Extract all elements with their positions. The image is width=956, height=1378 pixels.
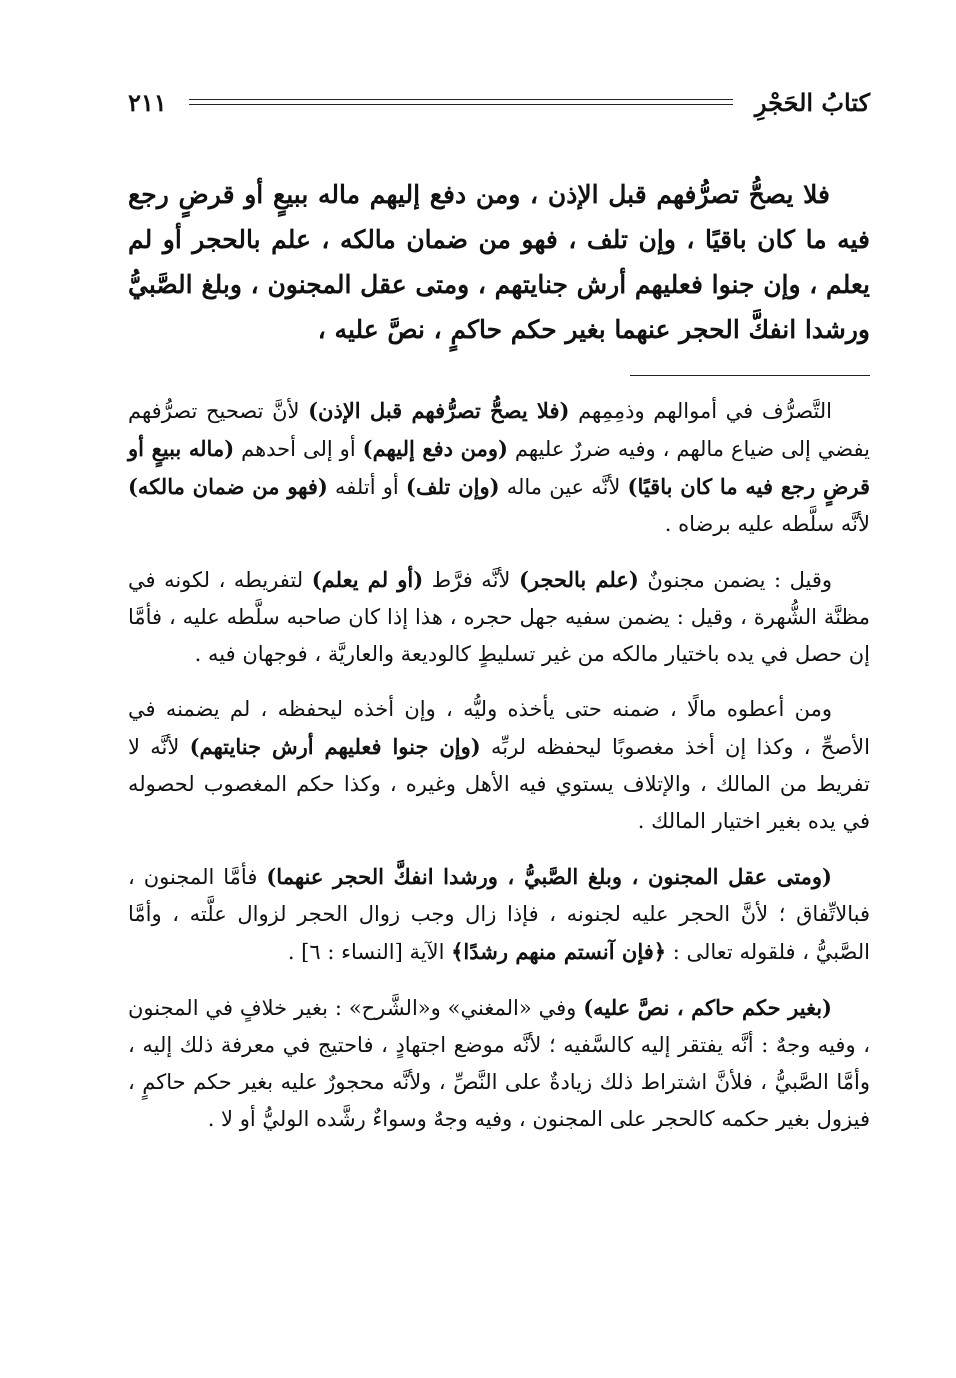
commentary-text: لتفريطه ، لكونه في مظنَّة الشُّهرة ، وقيل : يضمن سفيه جهل حجره ، هذا إذا كان صاحبه سلَّطه عليه ، فأمَّا إن حصل في يده باختيار مالكه من غير تسليطٍ كالوديعة والعاريَّة ، فوجهان فيه . <box>128 568 870 666</box>
quoted-text: (ومن دفع إليهم) <box>362 436 508 461</box>
quoted-text: (علم بالحجر) <box>518 567 639 592</box>
commentary-paragraph <box>128 858 870 971</box>
commentary-text: فأمَّا المجنون ، فبالاتِّفاق ؛ لأنَّ الحجر عليه لجنونه ، فإذا زال وجب زوال الحجر لزوال علَّته ، وأمَّا الصَّبيُّ ، فلقوله تعالى : <box>128 865 870 964</box>
commentary-text: ومن أعطوه مالًا ، ضمنه حتى يأخذه وليُّه ، وإن أخذه ليحفظه ، لم يضمنه في الأصحِّ ، وكذا إن أخذ مغصوبًا ليحفظه لربِّه <box>128 697 870 759</box>
quoted-text: (وإن تلف) <box>405 474 500 499</box>
footnote-separator <box>630 375 870 376</box>
quoted-text: (وإن جنوا فعليهم أرش جنايتهم) <box>189 734 481 759</box>
commentary-text: وفي «المغني» و«الشَّرح» : بغير خلافٍ في المجنون ، وفيه وجهٌ : أنَّه يفتقر إليه كالسَّفيه ؛ لأنَّه موضع اجتهادٍ ، فاحتيج في معرفة ذلك إليه ، وأمَّا الصَّبيُّ ، فلأنَّ اشتراط ذلك زيادةٌ على النَّصِّ ، ولأنَّه محجورٌ عليه بغير حكم حاكمٍ ، فيزول بغير حكمه كالحجر على المجنون ، وفيه وجهٌ وسواءٌ رشَّده الوليُّ أو لا . <box>128 996 870 1131</box>
commentary-text: لأنَّه عين ماله <box>499 475 628 499</box>
commentary-text: الآية [النساء : ٦] . <box>287 940 452 964</box>
commentary-text: لأنَّه لا تفريط من المالك ، والإتلاف يستوي فيه الأهل وغيره ، وكذا حكم المغصوب لحصوله في يده بغير اختيار المالك . <box>128 735 870 833</box>
commentary-text: لأنَّه سلَّطه عليه برضاه . <box>664 512 870 536</box>
book-title: كتابُ الحَجْرِ <box>754 87 870 117</box>
quoted-text: (بغير حكم حاكم ، نصَّ عليه) <box>583 995 832 1020</box>
commentary-paragraph <box>128 561 870 673</box>
commentary-paragraph <box>128 392 870 543</box>
quoted-text: (فلا يصحُّ تصرُّفهم قبل الإذن) <box>308 398 570 423</box>
quoted-text: (ماله ببيعٍ أو قرضٍ رجع فيه ما كان باقيًا) <box>128 436 870 499</box>
main-text: فلا يصحُّ تصرُّفهم قبل الإذن ، ومن دفع إليهم ماله ببيعٍ أو قرضٍ رجع فيه ما كان باقيًا ، وإن تلف ، فهو من ضمان مالكه ، علم بالحجر أو لم يعلم ، وإن جنوا فعليهم أرش جنايتهم ، ومتى عقل المجنون ، وبلغ الصَّبيُّ ورشدا انفكَّ الحجر عنهما بغير حكم حاكمٍ ، نصَّ عليه ، <box>128 180 870 344</box>
commentary-text: لأنَّ تصحيح تصرُّفهم يفضي إلى ضياع مالهم ، وفيه ضررٌ عليهم <box>128 399 870 461</box>
commentary-text: لأنَّه فرَّط <box>423 568 519 592</box>
commentary-paragraph <box>128 989 870 1138</box>
quoted-text: (أو لم يعلم) <box>311 567 424 592</box>
quoted-text: (ومتى عقل المجنون ، وبلغ الصَّبيُّ ، ورشدا انفكَّ الحجر عنهما) <box>266 864 832 889</box>
page-number: ٢١١ <box>128 87 167 117</box>
commentary-paragraph <box>128 691 870 840</box>
page-header <box>128 82 870 122</box>
commentary <box>128 392 870 1156</box>
header-rule <box>189 99 733 105</box>
commentary-text: أو إلى أحدهم <box>234 437 363 461</box>
commentary-text: أو أتلفه <box>327 475 406 499</box>
commentary-text: التَّصرُّف في أموالهم وذمِمِهم <box>569 399 832 423</box>
commentary-text: وقيل : يضمن مجنونٌ <box>638 568 833 592</box>
quoted-text: ﴿فإن آنستم منهم رشدًا﴾ <box>451 939 667 964</box>
quoted-text: (فهو من ضمان مالكه) <box>128 474 328 499</box>
